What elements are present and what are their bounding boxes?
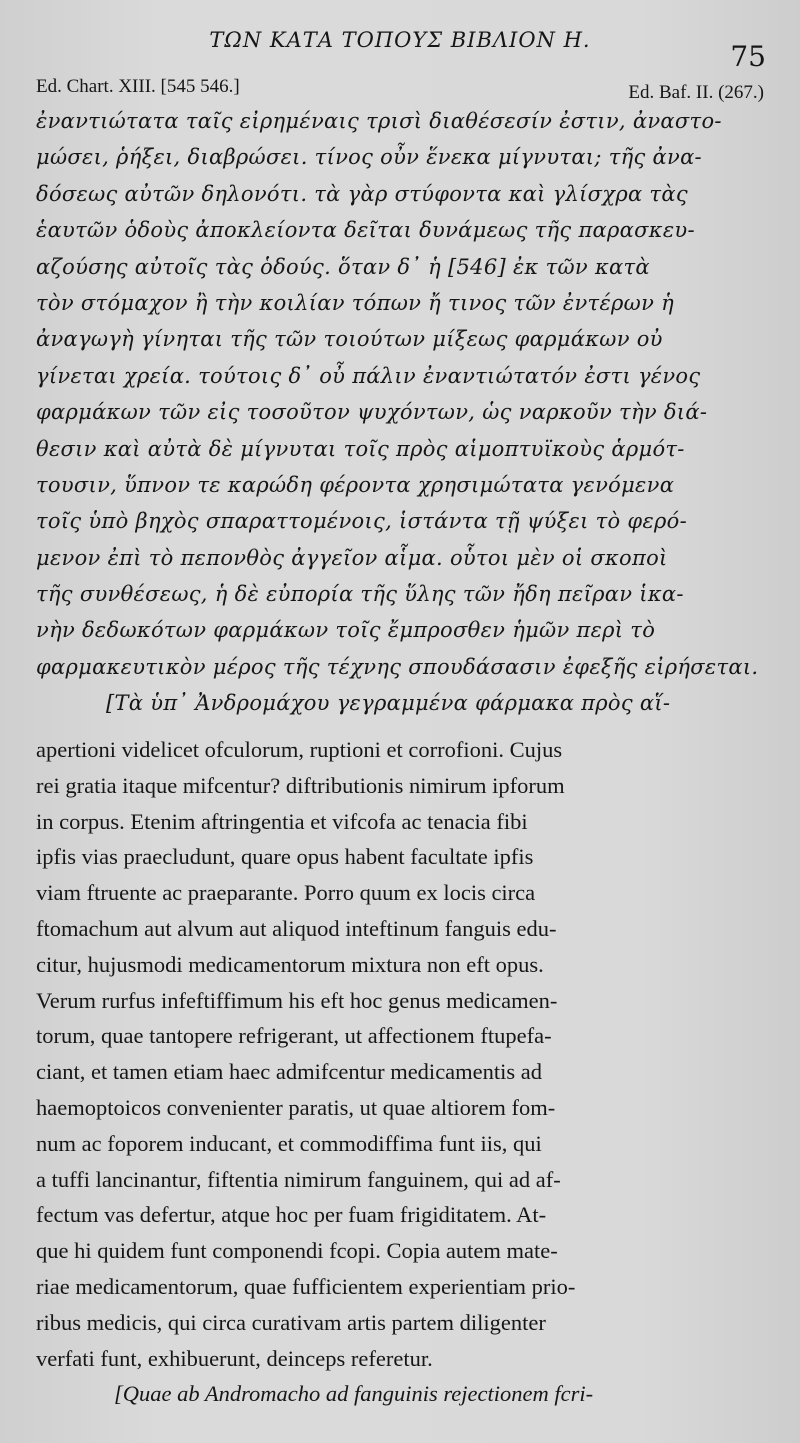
greek-line: μώσει, ῥήξει, διαβρώσει. τίνος οὖν ἕνεκα μίγνυται; τῆς ἀνα- [36, 145, 702, 170]
latin-line: ftomachum aut alvum aut aliquod inteftinum fanguis edu- [36, 915, 557, 941]
greek-line: νὴν δεδωκότων φαρμάκων τοῖς ἔμπροσθεν ἡμῶν περὶ τὸ [36, 618, 656, 643]
latin-line: citur, hujusmodi medicamentorum mixtura non eft opus. [36, 951, 544, 977]
latin-line: ribus medicis, qui circa curativam artis partem diligenter [36, 1309, 546, 1335]
latin-line: apertioni videlicet ofculorum, ruptioni et corrofioni. Cujus [36, 737, 563, 762]
latin-section-heading: [Quae ab Andromacho ad fanguinis rejectionem fcri- [114, 1381, 594, 1407]
latin-line: verfati funt, exhibuerunt, deinceps referetur. [36, 1345, 433, 1371]
greek-line: φαρμακευτικὸν μέρος τῆς τέχνης σπουδάσασιν ἐφεξῆς εἰρήσεται. [36, 654, 759, 679]
greek-text-block [36, 103, 766, 722]
running-head: ΤΩΝ ΚΑΤΑ ΤΟΠΟΥΣ ΒΙΒΛΙΟΝ Η. [209, 28, 591, 52]
latin-line: que hi quidem funt componendi fcopi. Copia autem mate- [36, 1238, 558, 1264]
latin-line: rei gratia itaque mifcentur? diftributionis nimirum ipforum [36, 772, 565, 798]
page-number: 75 [730, 40, 766, 73]
greek-line: αζούσης αὐτοῖς τὰς ὁδούς. ὅταν δ᾽ ἡ [546] ἐκ τῶν κατὰ [36, 254, 650, 279]
latin-line: num ac foporem inducant, et commodiffima funt iis, qui [36, 1130, 542, 1156]
latin-line: a tuffi lancinantur, fiftentia nimirum fanguinem, qui ad af- [36, 1166, 561, 1192]
latin-text-block [36, 732, 766, 1412]
latin-line: haemoptoicos convenienter paratis, ut quae altiorem fom- [36, 1094, 556, 1120]
greek-line: τοῖς ὑπὸ βηχὸς σπαραττομένοις, ἱστάντα τῇ ψύξει τὸ φερό- [36, 509, 687, 534]
latin-line: fectum vas defertur, atque hoc per fuam frigiditatem. At- [36, 1202, 547, 1228]
greek-line: τῆς συνθέσεως, ἡ δὲ εὐπορία τῆς ὕλης τῶν ἤδη πεῖραν ἱκα- [36, 582, 684, 607]
greek-line: θεσιν καὶ αὐτὰ δὲ μίγνυται τοῖς πρὸς αἱμοπτυϊκοὺς ἁρμότ- [36, 436, 685, 461]
latin-line: Verum rurfus infeftiffimum his eft hoc genus medicamen- [36, 987, 558, 1013]
latin-line: ipfis vias praecludunt, quare opus habent facultate ipfis [36, 844, 534, 870]
greek-line: ἐναντιώτατα ταῖς εἰρημέναις τρισὶ διαθέσεσίν ἐστιν, ἀναστο- [36, 109, 722, 133]
edition-reference-right: Ed. Baf. II. (267.) [628, 82, 764, 103]
greek-line: ἑαυτῶν ὁδοὺς ἀποκλείοντα δεῖται δυνάμεως τῆς παρασκευ- [36, 218, 695, 243]
latin-line: in corpus. Etenim aftringentia et vifcofa ac tenacia fibi [36, 808, 528, 834]
latin-line: riae medicamentorum, quae fufficientem experientiam prio- [36, 1273, 576, 1299]
edition-reference-left: Ed. Chart. XIII. [545 546.] [36, 76, 240, 97]
greek-line: φαρμάκων τῶν εἰς τοσοῦτον ψυχόντων, ὡς ναρκοῦν τὴν διά- [36, 400, 708, 425]
greek-line: ἀναγωγὴ γίνηται τῆς τῶν τοιούτων μίξεως φαρμάκων οὐ [36, 327, 663, 352]
greek-line: τουσιν, ὕπνον τε καρώδη φέροντα χρησιμώτατα γενόμενα [36, 472, 675, 497]
latin-line: ciant, et tamen etiam haec admifcentur medicamentis ad [36, 1059, 543, 1085]
greek-section-heading: [Τὰ ὑπ᾽ Ἀνδρομάχου γεγραμμένα φάρμακα πρὸς αἵ- [106, 691, 671, 716]
greek-line: μενον ἐπὶ τὸ πεπονθὸς ἀγγεῖον αἷμα. οὗτοι μὲν οἱ σκοποὶ [36, 545, 668, 570]
greek-line: γίνεται χρεία. τούτοις δ᾽ οὖ πάλιν ἐναντιώτατόν ἐστι γένος [36, 363, 701, 388]
latin-line: torum, quae tantopere refrigerant, ut affectionem ftupefa- [36, 1023, 552, 1049]
greek-line: δόσεως αὐτῶν δηλονότι. τὰ γὰρ στύφοντα καὶ γλίσχρα τὰς [36, 181, 688, 206]
greek-line: τὸν στόμαχον ἢ τὴν κοιλίαν τόπων ἤ τινος τῶν ἐντέρων ἡ [36, 290, 675, 315]
latin-line: viam ftruente ac praeparante. Porro quum ex locis circa [36, 880, 536, 906]
